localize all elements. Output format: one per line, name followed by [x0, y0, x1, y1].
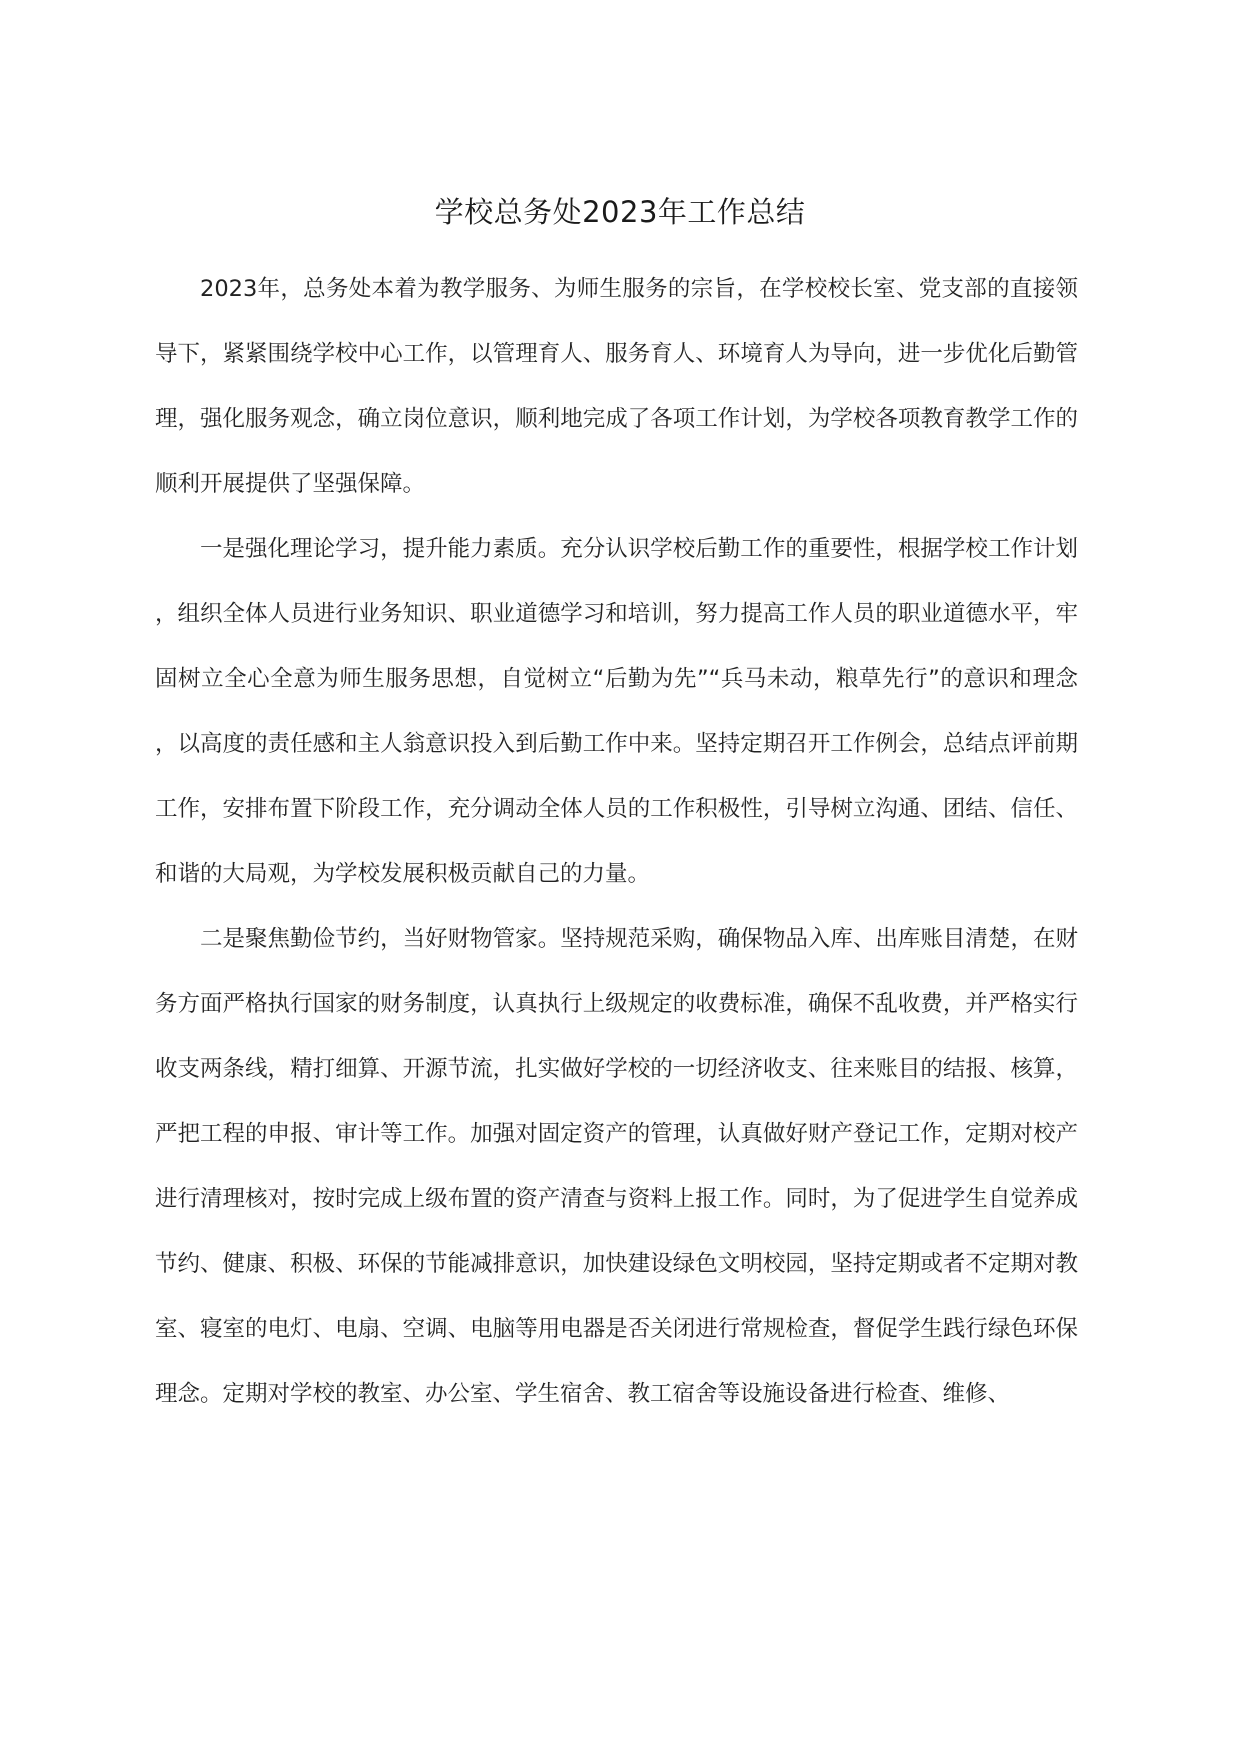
document-title: 学校总务处2023年工作总结 [434, 195, 806, 229]
paragraph-intro: 2023年，总务处本着为教学服务、为师生服务的宗旨，在学校校长室、党支部的直接领导下，紧紧围绕学校中心工作，以管理育人、服务育人、环境育人为导向，进一步优化后勤管理，强化服务观念，确立岗位意识，顺利地完成了各项工作计划，为学校各项教育教学工作的顺利开展提供了坚强保障。 [155, 276, 1078, 497]
paragraph-thrift: 二是聚焦勤俭节约，当好财物管家。坚持规范采购，确保物品入库、出库账目清楚，在财务方面严格执行国家的财务制度，认真执行上级规定的收费标准，确保不乱收费，并严格实行收支两条线，精打细算、开源节流，扎实做好学校的一切经济收支、往来账目的结报、核算，严把工程的申报、审计等工作。加强对固定资产的管理，认真做好财产登记工作，定期对校产进行清理核对，按时完成上级布置的资产清查与资料上报工作。同时，为了促进学生自觉养成节约、健康、积极、环保的节能减排意识，加快建设绿色文明校园，坚持定期或者不定期对教室、寝室的电灯、电扇、空调、电脑等用电器是否关闭进行常规检查，督促学生践行绿色环保理念。定期对学校的教室、办公室、学生宿舍、教工宿舍等设施设备进行检查、维修、 [155, 926, 1078, 1407]
document-body [155, 257, 1078, 1427]
paragraph-theory-study: 一是强化理论学习，提升能力素质。充分认识学校后勤工作的重要性，根据学校工作计划，组织全体人员进行业务知识、职业道德学习和培训，努力提高工作人员的职业道德水平，牢固树立全心全意为师生服务思想，自觉树立“后勤为先”“兵马未动，粮草先行”的意识和理念，以高度的责任感和主人翁意识投入到后勤工作中来。坚持定期召开工作例会，总结点评前期工作，安排布置下阶段工作，充分调动全体人员的工作积极性，引导树立沟通、团结、信任、和谐的大局观，为学校发展积极贡献自己的力量。 [155, 536, 1078, 887]
